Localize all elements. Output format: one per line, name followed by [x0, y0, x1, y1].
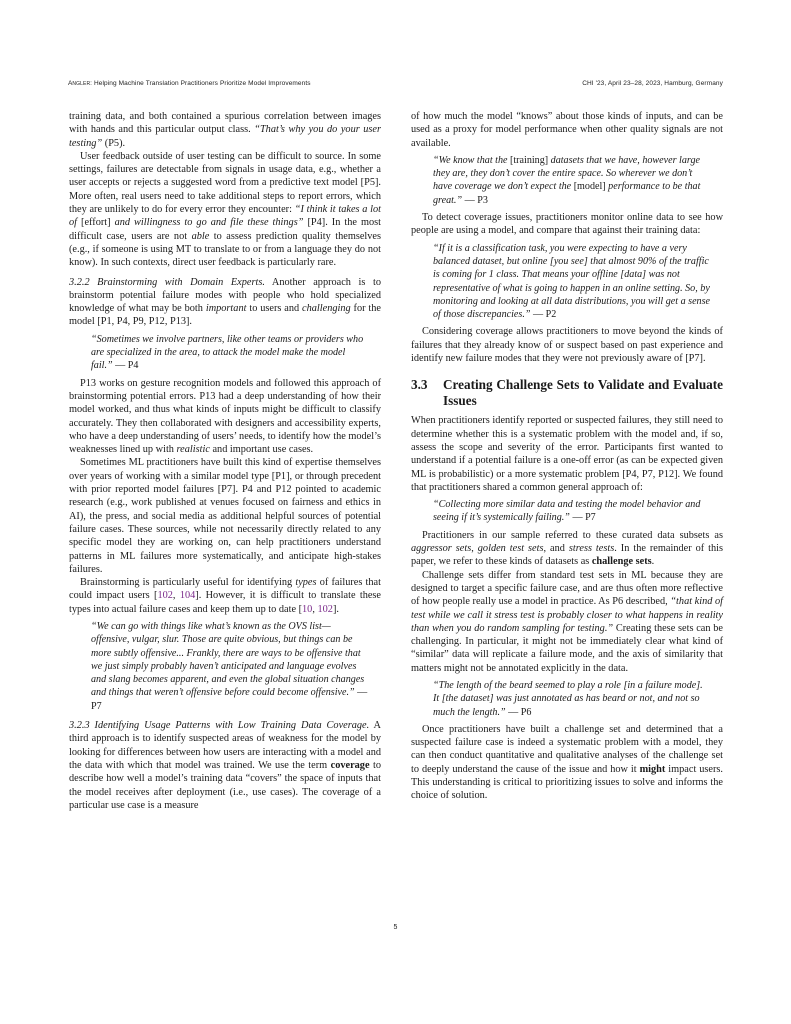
- subsection-3-2-3: 3.2.3 Identifying Usage Patterns with Low Training Data Coverage. A third approach is to identify suspected areas of weakness for the model by looking for differences between how users are interacting with a model and the data with which that model was trained. We use the term coverage to describe how well a model’s training data “covers” the space of inputs that the model receives after deployment (i.e., use cases). The coverage of a particular use case is a measure: [69, 720, 381, 811]
- block-quote: “We know that the [training] datasets that we have, however large they are, they don’t cover the entire space. So wherever we don’t have coverage we don’t expect the [model] performance to be that great.” — P3: [433, 154, 701, 206]
- paragraph: P13 works on gesture recognition models and followed this approach of brainstorming potential errors. P13 had a deep understanding of how their model worked, and thus what kinds of inputs might be difficult to classify accurately. They then collaborated with designers and accessibility experts, who have a deep understanding of users’ needs, to identify how the model’s weaknesses lined up with realistic and important use cases.: [69, 377, 381, 456]
- paragraph: To detect coverage issues, practitioners monitor online data to see how people are using a model, and compare that against their training data:: [411, 212, 723, 237]
- paragraph: When practitioners identify reported or suspected failures, they still need to determine whether this is a systematic problem with the model and, if so, assess the scope and severity of the error. Participants first wanted to understand if a potential failure is a one-off error (as can be expected given ML is probabilistic) or a more systematic problem [P4, P7, P12]. We found that practitioners shared a common general approach of:: [411, 415, 723, 493]
- paragraph: training data, and both contained a spurious correlation between images with hands and this particular output class. “That’s why you do your user testing” (P5).: [69, 111, 381, 149]
- paragraph: Considering coverage allows practitioners to move beyond the kinds of failures that they already know of or suspect based on past experience and identify new failure modes that they were not previously aware of [P7].: [411, 326, 723, 365]
- left-column: [69, 110, 381, 812]
- subsection-3-2-2: 3.2.2 Brainstorming with Domain Experts. Another approach is to brainstorm potential failure modes with people who hold specialized knowledge of what may be both important to users and challenging for the model [P1, P4, P9, P12, P13].: [69, 276, 382, 328]
- citation-link[interactable]: 10: [302, 603, 313, 615]
- paragraph: Sometimes ML practitioners have built this kind of expertise themselves over years of working with a similar model type [P1], or through precedent with prior reported model failures [P7]. P4 and P12 pointed to academic research (e.g., work published at venues focused on fairness and ethics in AI), the press, and social media as additional helpful sources of potential failure cases. These sources, while not necessarily directly related to any specific model they are working on, can help practitioners understand patterns in ML failures more systematically, and anticipate high-stakes failures.: [69, 457, 381, 575]
- running-header: [68, 80, 723, 87]
- header-right: CHI '23, April 23–28, 2023, Hamburg, Germany: [582, 80, 723, 87]
- paragraph: Once practitioners have built a challenge set and determined that a suspected failure case is indeed a systematic problem with a model, they can then conduct quantitative and qualitative analyses of the challenge set to deeply understand the cause of the issue and how it might impact users. This understanding is critical to prioritizing issues to solve and informs the choice of solution.: [411, 723, 723, 802]
- citation-link[interactable]: 102: [317, 603, 333, 615]
- block-quote: “Sometimes we involve partners, like other teams or providers who are specialized in the area, to attack the model make the model fail.” — P4: [91, 333, 364, 372]
- citation-link[interactable]: 104: [179, 590, 196, 602]
- subsection-title: 3.2.3 Identifying Usage Patterns with Low Training Data Coverage.: [69, 720, 370, 732]
- block-quote: “We can go with things like what’s known as the OVS list—offensive, vulgar, slur. Those are quite obvious, but things can be more subtly offensive... Frankly, there are ways to be offensive that we just simply probably haven’t anticipated and language evolves and slang becomes apparent, and even the global situation changes and things that weren’t offensive before could become offensive.” — P7: [91, 620, 368, 712]
- right-column: [411, 110, 723, 803]
- subsection-title: 3.2.2 Brainstorming with Domain Experts.: [69, 276, 265, 288]
- paragraph: of how much the model “knows” about those kinds of inputs, and can be used as a proxy for model performance when other quality signals are not available.: [411, 111, 723, 149]
- section-heading-3-3: [411, 377, 723, 409]
- paragraph: Practitioners in our sample referred to these curated data subsets as aggressor sets, golden test sets, and stress tests. In the remainder of this paper, we refer to these kinds of datasets as challenge sets.: [411, 529, 724, 568]
- section-number: 3.3: [411, 377, 428, 393]
- paragraph: User feedback outside of user testing can be difficult to source. In some settings, failures are detectable from signals in usage data, e.g., whether a user accepts or rejects a suggested word from a predictive text model [P5]. More often, real users need to take additional steps to report errors, which they are unlikely to do for every error they encounter: “I think it takes a lot of [effort] and willingness to go and file these things” [P4]. In the most difficult case, users are not able to assess prediction quality themselves (e.g., if someone is using MT to translate to or from a language they do not know). In such contexts, direct user feedback is particularly rare.: [69, 150, 382, 269]
- paragraph: Brainstorming is particularly useful for identifying types of failures that could impact users [102, 104]. However, it is difficult to translate these types into actual failure cases and keep them up to date [10, 102].: [69, 577, 382, 615]
- page-number: 5: [393, 924, 398, 931]
- header-left: Angler: Helping Machine Translation Practitioners Prioritize Model Improvements: [68, 80, 311, 87]
- citation-link[interactable]: 102: [157, 590, 173, 602]
- paragraph: Challenge sets differ from standard test sets in ML because they are designed to target a specific failure case, and are thus often more reflective of how people really use a model in practice. As P6 described, “that kind of test while we call it stress test is probably closer to what happens in reality than when you do random sampling for testing.” Creating these sets can be challenging. In particular, it might not be immediately clear what kind of “similar” data will replicate a failure mode, and the axis of similarity that matters might not be annotated explicitly in the data.: [411, 569, 724, 674]
- block-quote: “If it is a classification task, you were expecting to have a very balanced dataset, but online [you see] that almost 90% of the traffic is coming for 1 class. That means your offline [data] was not representative of what is going to happen in an online setting. So, by monitoring and looking at all data distributions, you will get a sense of those discrepancies.” — P2: [433, 242, 711, 321]
- block-quote: “Collecting more similar data and testing the model behavior and seeing if it’s systemically failing.” — P7: [433, 499, 701, 524]
- block-quote: “The length of the beard seemed to play a role [in a failure mode]. It [the dataset] was just annotated as has beard or not, and not so much the length.” — P6: [433, 679, 703, 718]
- section-title: Creating Challenge Sets to Validate and Evaluate Issues: [443, 377, 723, 409]
